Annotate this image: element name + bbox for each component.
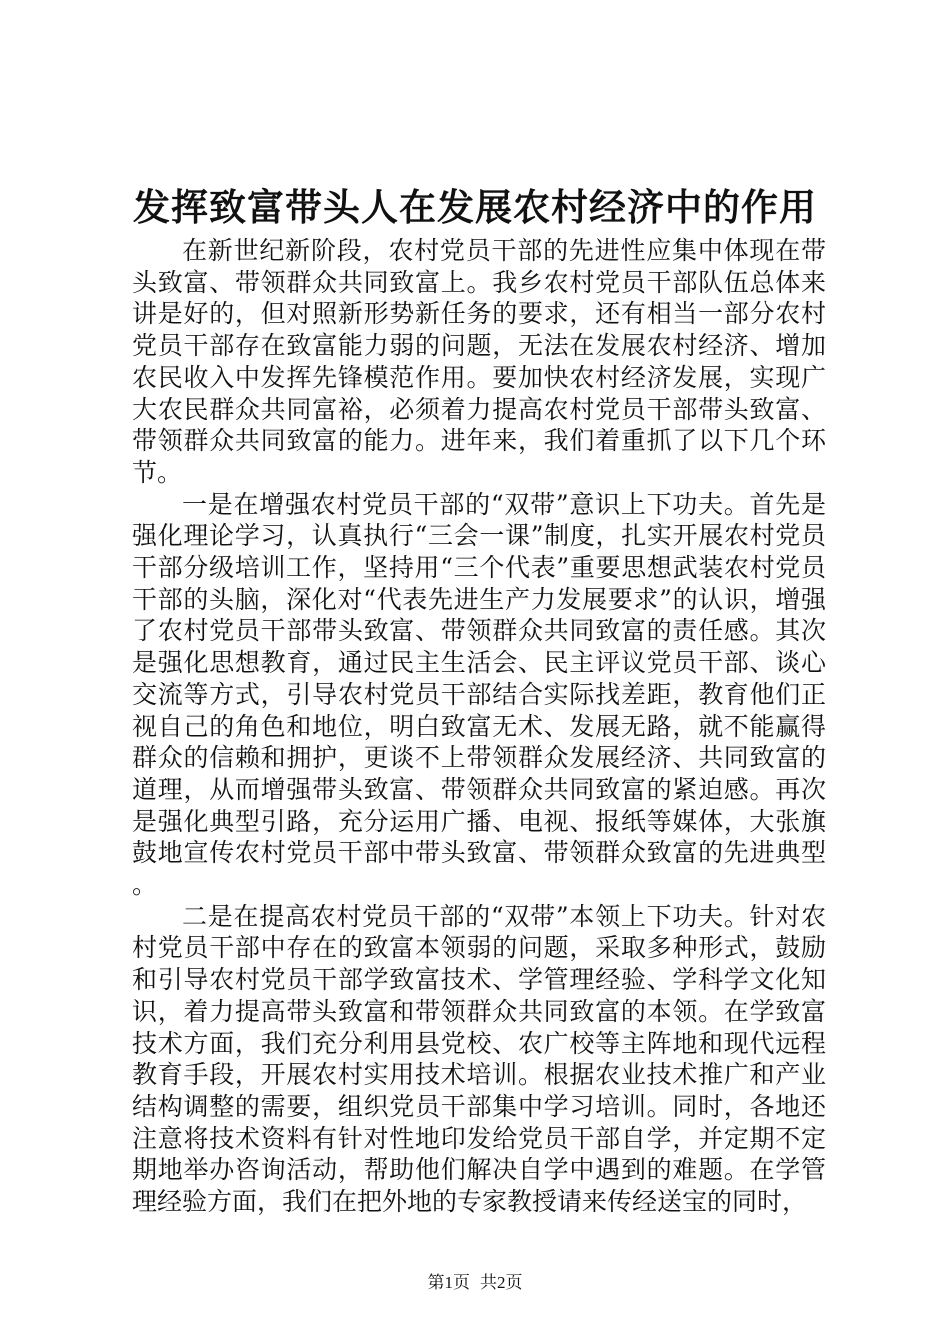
paragraph-point-two: 二是在提高农村党员干部的“双带”本领上下功夫。针对农村党员干部中存在的致富本领弱的问题，采取多种形式，鼓励和引导农村党员干部学致富技术、学管理经验、学科学文化知识，着力提高带头致富和带领群众共同致富的本领。在学致富技术方面，我们充分利用县党校、农广校等主阵地和现代远程教育手段，开展农村实用技术培训。根据农业技术推广和产业结构调整的需要，组织党员干部集中学习培训。同时，各地还注意将技术资料有针对性地印发给党员干部自学，并定期不定期地举办咨询活动，帮助他们解决自学中遇到的难题。在学管理经验方面，我们在把外地的专家教授请来传经送宝的同时， bbox=[132, 901, 826, 1217]
paragraph-intro: 在新世纪新阶段，农村党员干部的先进性应集中体现在带头致富、带领群众共同致富上。我乡农村党员干部队伍总体来讲是好的，但对照新形势新任务的要求，还有相当一部分农村党员干部存在致富能力弱的问题，无法在发展农村经济、增加农民收入中发挥先锋模范作用。要加快农村经济发展，实现广大农民群众共同富裕，必须着力提高农村党员干部带头致富、带领群众共同致富的能力。进年来，我们着重抓了以下几个环节。 bbox=[132, 236, 826, 487]
page-number-total: 共2页 bbox=[480, 1273, 523, 1292]
page-number-current: 第1页 bbox=[427, 1273, 470, 1292]
document-title: 发挥致富带头人在发展农村经济中的作用 bbox=[133, 185, 817, 229]
document-body bbox=[132, 235, 826, 1218]
page-footer bbox=[0, 1272, 950, 1294]
paragraph-point-one: 一是在增强农村党员干部的“双带”意识上下功夫。首先是强化理论学习，认真执行“三会一课”制度，扎实开展农村党员干部分级培训工作，坚持用“三个代表”重要思想武装农村党员干部的头脑，深化对“代表先进生产力发展要求”的认识，增强了农村党员干部带头致富、带领群众共同致富的责任感。其次是强化思想教育，通过民主生活会、民主评议党员干部、谈心交流等方式，引导农村党员干部结合实际找差距，教育他们正视自己的角色和地位，明白致富无术、发展无路，就不能赢得群众的信赖和拥护，更谈不上带领群众发展经济、共同致富的道理，从而增强带头致富、带领群众共同致富的紧迫感。再次是强化典型引路，充分运用广播、电视、报纸等媒体，大张旗鼓地宣传农村党员干部中带头致富、带领群众致富的先进典型。 bbox=[132, 489, 826, 900]
